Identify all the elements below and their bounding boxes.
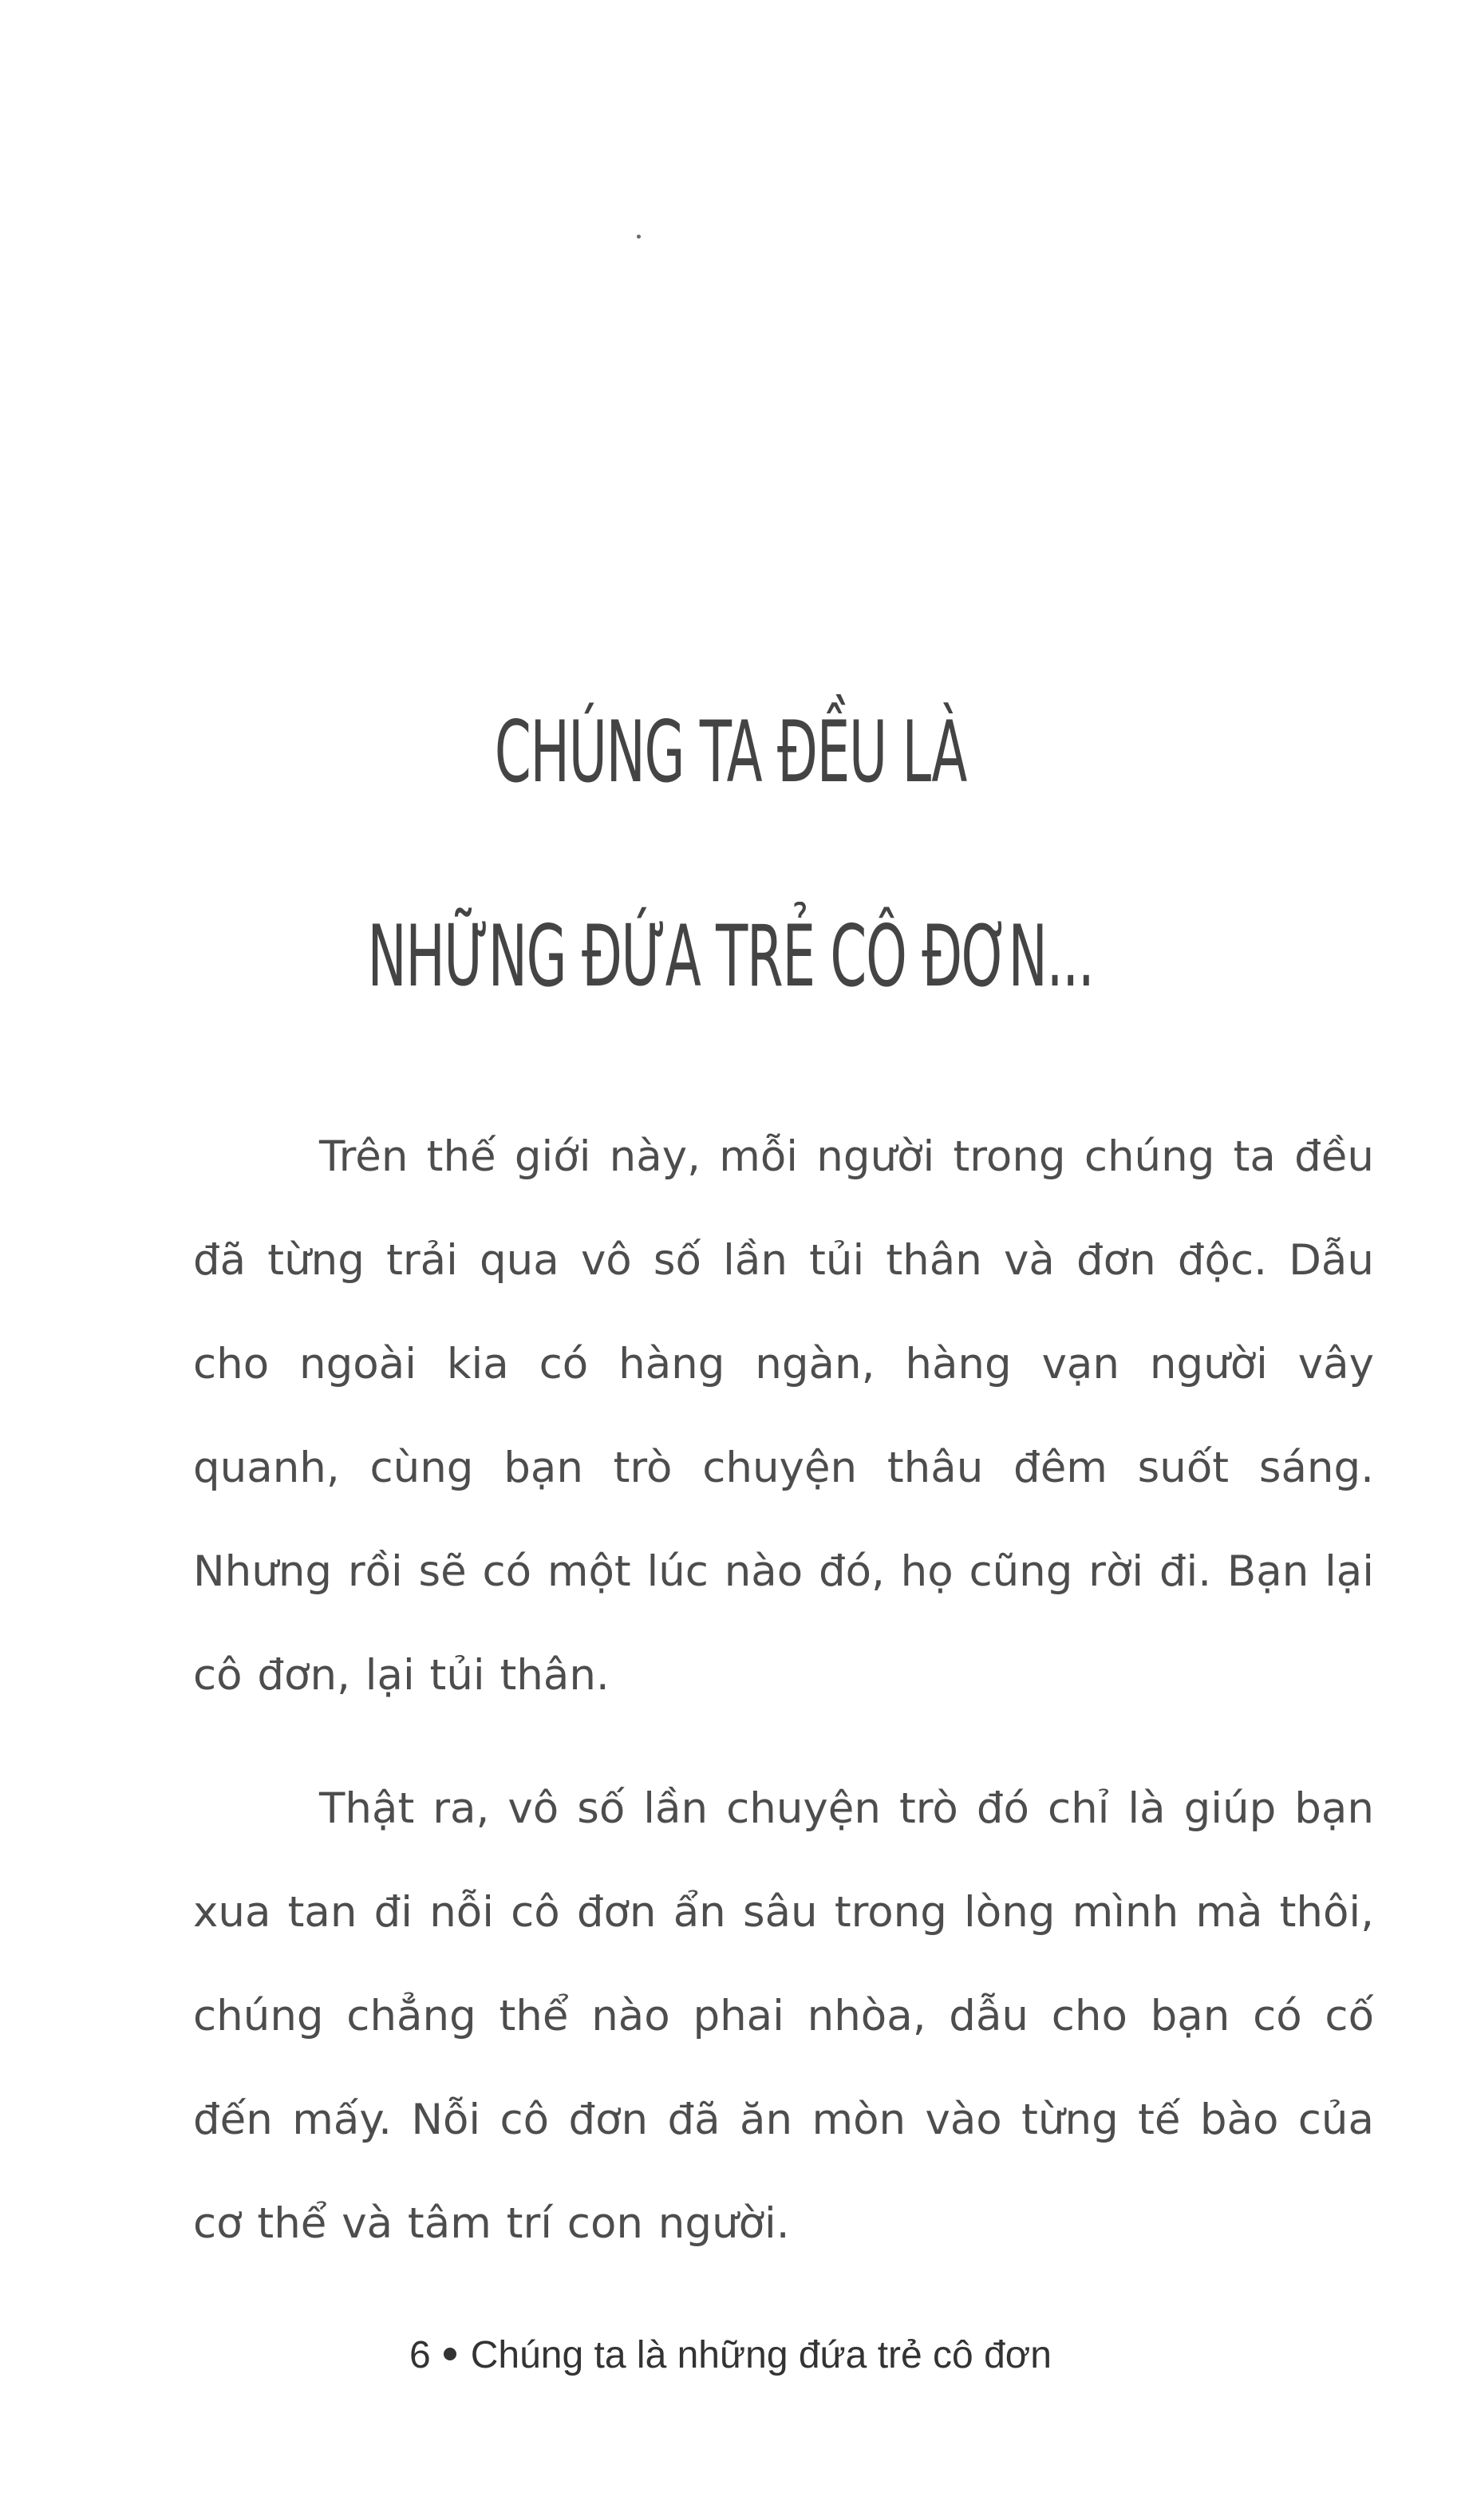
running-book-title: Chúng ta là những đứa trẻ cô đơn (470, 2334, 1052, 2376)
print-speck (637, 235, 641, 239)
page-number: 6 (409, 2334, 431, 2376)
body-paragraph-2: Thật ra, vô số lần chuyện trò đó chỉ là giúp bạn xua tan đi nỗi cô đơn ẩn sâu trong lòng mình mà thôi, chúng chẳng thể nào phai nhòa, dẫu cho bạn có cố đến mấy. Nỗi cô đơn đã ăn mòn vào từng tế bào của cơ thể và tâm trí con người. (193, 1784, 1374, 2248)
chapter-title-line-1: CHÚNG TA ĐỀU LÀ (494, 703, 967, 801)
body-paragraph-1: Trên thế giới này, mỗi người trong chúng ta đều đã từng trải qua vô số lần tủi thân và đơn độc. Dẫu cho ngoài kia có hàng ngàn, hàng vạn người vây quanh, cùng bạn trò chuyện thâu đêm suốt sáng. Nhưng rồi sẽ có một lúc nào đó, họ cũng rời đi. Bạn lại cô đơn, lại tủi thân. (193, 1132, 1374, 1700)
page-footer (0, 2336, 1461, 2375)
chapter-title-line-2: NHỮNG ĐỨA TRẺ CÔ ĐƠN... (367, 907, 1094, 1005)
bullet-separator-icon (444, 2348, 456, 2360)
